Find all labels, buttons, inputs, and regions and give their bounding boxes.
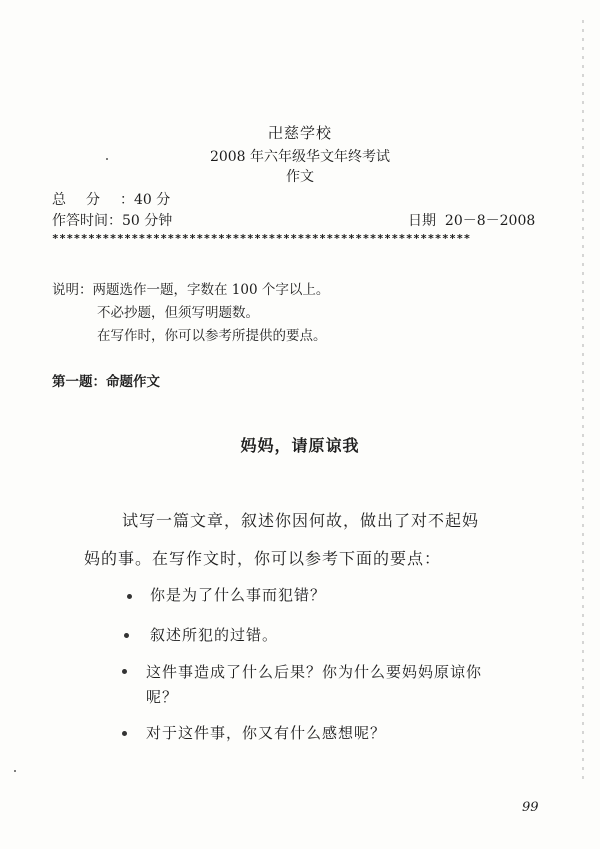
section-title: 第一题：命题作文 xyxy=(52,374,160,390)
answer-time xyxy=(52,210,172,230)
bullet-dot xyxy=(127,594,132,599)
page-number: 99 xyxy=(522,800,539,815)
subject-title: 作文 xyxy=(286,169,314,185)
scan-speck xyxy=(14,770,16,772)
answer-time-value: 50 分钟 xyxy=(122,213,173,229)
instruction-line: 不必抄题，但须写明题数。 xyxy=(97,305,259,321)
point-item: 你是为了什么事而犯错？ xyxy=(150,586,327,604)
point-item: 叙述所犯的过错。 xyxy=(150,626,279,644)
total-score-value: ：40 分 xyxy=(120,192,171,208)
total-score-label: 总分 xyxy=(52,192,120,208)
point-item-continuation: 呢？ xyxy=(146,688,179,706)
exam-title: 2008 年六年级华文年终考试 xyxy=(209,149,391,165)
star-separator: ********************************************************** xyxy=(52,232,471,245)
total-score xyxy=(52,189,170,209)
exam-date-label: 日期 xyxy=(408,213,436,229)
point-item: 这件事造成了什么后果？你为什么要妈妈原谅你 xyxy=(146,663,483,681)
instruction-line: 说明：两题选作一题，字数在 100 个字以上。 xyxy=(52,282,330,298)
point-item: 对于这件事，你又有什么感想呢？ xyxy=(146,724,387,742)
bullet-dot xyxy=(122,669,127,674)
school-name: 卍慈学校 xyxy=(267,124,332,142)
answer-time-label: 作答时间： xyxy=(52,213,122,229)
bullet-dot xyxy=(122,731,127,736)
exam-date-value: 20－8－2008 xyxy=(444,213,536,229)
essay-topic: 妈妈，请原谅我 xyxy=(240,436,360,455)
prompt-line: 妈的事。在写作文时，你可以参考下面的要点： xyxy=(84,549,442,568)
instruction-line: 在写作时，你可以参考所提供的要点。 xyxy=(97,328,327,344)
bullet-dot xyxy=(124,633,129,638)
prompt-line: 试写一篇文章，叙述你因何故，做出了对不起妈 xyxy=(122,511,480,530)
exam-date xyxy=(408,210,535,230)
